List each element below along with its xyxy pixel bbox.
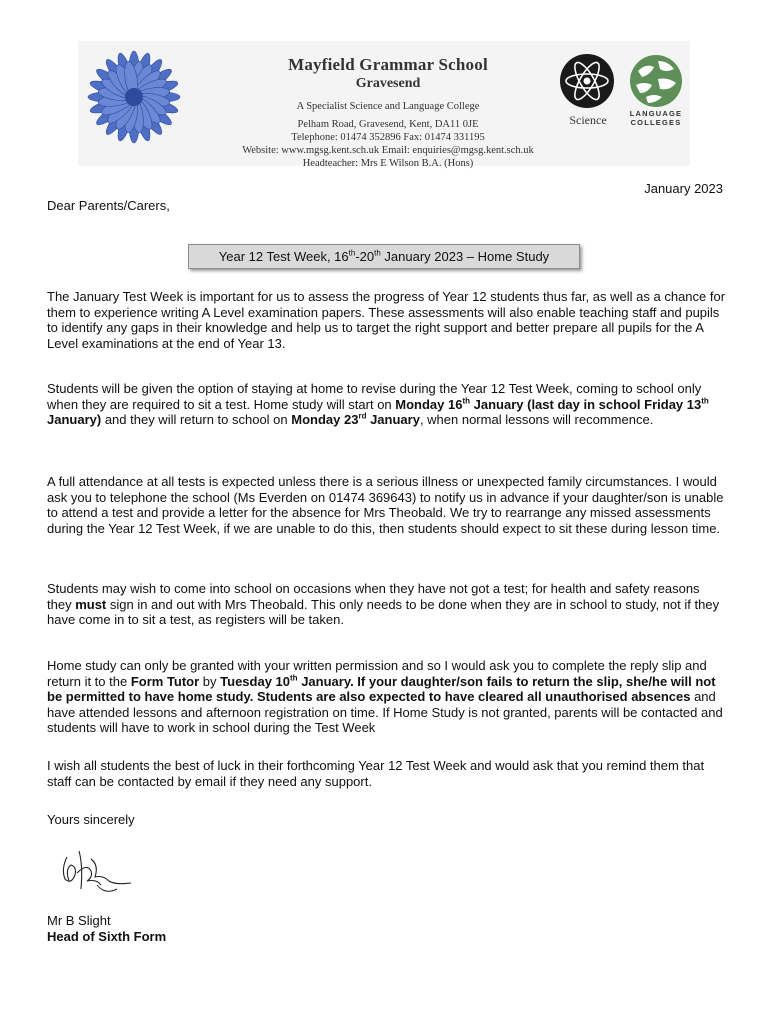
text-run: January (last day in school Friday 13 xyxy=(470,396,702,412)
title-sup: th xyxy=(374,248,381,258)
text-run: sign in and out with Mrs Theobald. This only needs to be done when they are in school to study, not if they have come in to sit a test, as registers will be taken. xyxy=(47,596,720,627)
signature-image xyxy=(57,845,137,897)
text-run: Monday 23 xyxy=(291,412,359,427)
text-run: January. If your daughter/son fails to return the slip, she/he will not be permitted to have home study. Students are also expected to have cleared all unauthorised absences xyxy=(47,673,716,704)
language-label-line1: LANGUAGE xyxy=(629,109,683,118)
school-contact: Website: www.mgsg.kent.sch.uk Email: enquiries@mgsg.kent.sch.uk xyxy=(242,145,534,156)
language-label-line2: COLLEGES xyxy=(630,118,682,127)
text-run: January) xyxy=(47,412,102,427)
language-colleges-globe-icon xyxy=(628,53,684,109)
school-town: Gravesend xyxy=(355,76,421,91)
language-colleges-label xyxy=(621,109,691,127)
text-run: Students may wish to come into school on occasions when they have not got a test; for health and safety reasons they xyxy=(47,581,700,612)
salutation: Dear Parents/Carers, xyxy=(47,198,170,213)
text-sup: th xyxy=(462,396,471,406)
signer-name: Mr B Slight xyxy=(47,913,111,928)
school-address: Pelham Road, Gravesend, Kent, DA11 0JE xyxy=(297,119,479,130)
science-label: Science xyxy=(569,113,607,127)
paragraph-good-luck: I wish all students the best of luck in their forthcoming Year 12 Test Week and would ask that you remind them that staff can be contacted by email if they need any support. xyxy=(47,758,705,789)
text-run: Students will be given the option of staying at home to revise during the Year 12 Test Week, coming to school only when they are required to sit a test. Home study will start on xyxy=(47,381,702,412)
school-telephone: Telephone: 01474 352896 Fax: 01474 331195 xyxy=(291,132,485,143)
text-run: January xyxy=(366,412,420,427)
letter-date: January 2023 xyxy=(644,181,723,196)
text-sup: th xyxy=(290,673,298,683)
letter-title-box xyxy=(188,244,580,269)
text-sup: th xyxy=(701,396,709,406)
title-part: January 2023 – Home Study xyxy=(380,249,550,264)
text-run: by xyxy=(199,673,221,689)
letterhead xyxy=(78,41,690,169)
title-part: Year 12 Test Week, 16 xyxy=(218,249,349,264)
title-sup: th xyxy=(348,248,356,258)
paragraph-permission xyxy=(47,658,727,736)
school-name: Mayfield Grammar School xyxy=(288,55,488,74)
science-atom-icon xyxy=(559,53,615,109)
text-sup: rd xyxy=(358,411,367,421)
text-run: must xyxy=(75,596,107,612)
school-headteacher: Headteacher: Mrs E Wilson B.A. (Hons) xyxy=(302,158,474,169)
title-part: -20 xyxy=(355,249,375,264)
text-run: and they will return to school on xyxy=(101,412,292,427)
school-flower-logo xyxy=(84,47,184,147)
text-run: Form Tutor xyxy=(130,673,200,689)
paragraph-home-study-dates xyxy=(47,381,727,428)
text-run: Tuesday 10 xyxy=(220,673,291,689)
paragraph-attendance: A full attendance at all tests is expected unless there is a serious illness or unexpected family circumstances. I would ask you to telephone the school (Ms Everden on 01474 369643) to notify us in advance if your daughter/son is unable to attend a test and provide a letter for the absence for Mrs Theobald. We try to rearrange any missed assessments during the Year 12 Test Week, if we are unable to do this, then students should expect to sit these during lesson time. xyxy=(47,474,724,536)
school-tagline: A Specialist Science and Language College xyxy=(296,101,480,112)
text-run: Home study can only be granted with your written permission and so I would ask you to complete the reply slip and return it to the xyxy=(47,658,707,689)
paragraph-purpose: The January Test Week is important for us to assess the progress of Year 12 students thus far, as well as a chance for them to experience writing A Level examination papers. These assessments will also enable teaching staff and pupils to identify any gaps in their knowledge and help us to target the right support and better prepare all pupils for the A Level examinations at the end of Year 13. xyxy=(47,289,726,351)
closing: Yours sincerely xyxy=(47,812,135,827)
letterhead-text xyxy=(208,55,568,170)
signer-role: Head of Sixth Form xyxy=(47,929,167,944)
text-run: Monday 16 xyxy=(395,396,463,412)
text-run: and have attended lessons and afternoon registration on time. If Home Study is not granted, parents will be contacted and students will have to work in school during the Test Week xyxy=(47,689,723,735)
paragraph-sign-in xyxy=(47,581,727,628)
flower-center xyxy=(125,88,143,106)
text-run: , when normal lessons will recommence. xyxy=(419,412,654,427)
